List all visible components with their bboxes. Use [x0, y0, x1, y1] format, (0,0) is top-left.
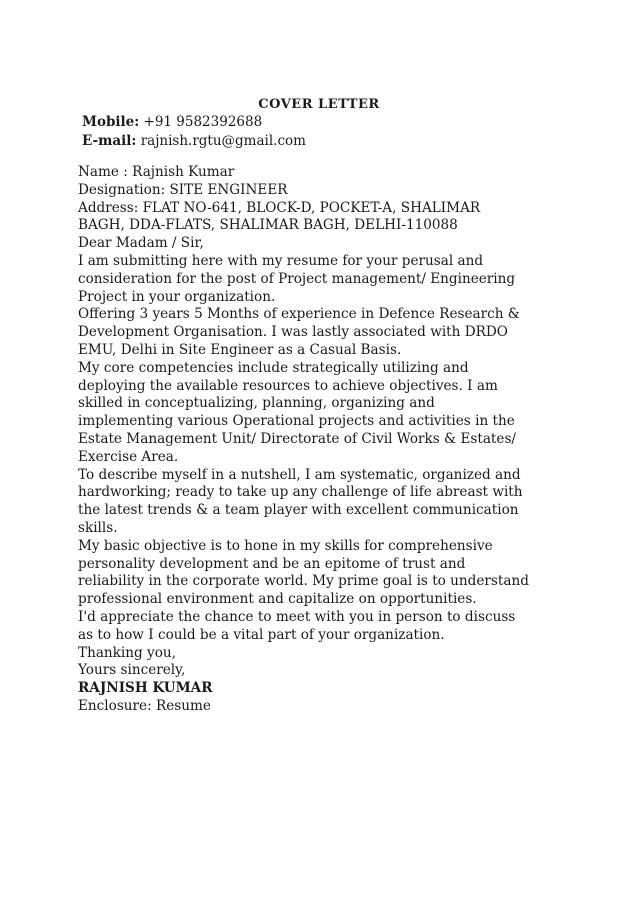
letter-line: skills. — [78, 519, 118, 536]
letter-line: Estate Management Unit/ Directorate of Civil Works & Estates/ — [78, 430, 516, 447]
mobile-value: +91 9582392688 — [139, 114, 263, 130]
letter-line: Name : Rajnish Kumar — [78, 164, 235, 180]
contact-block — [82, 113, 562, 150]
letter-line: I'd appreciate the chance to meet with you in person to discuss — [78, 608, 516, 625]
letter-line: To describe myself in a nutshell, I am systematic, organized and — [78, 466, 521, 483]
enclosure-line: Enclosure: Resume — [78, 697, 211, 714]
letter-line: deploying the available resources to achieve objectives. I am — [78, 377, 498, 394]
letter-line: Offering 3 years 5 Months of experience in Defence Research & — [78, 306, 520, 323]
mobile-label: Mobile: — [82, 114, 140, 130]
letter-line: Thanking you, — [78, 644, 176, 661]
letter-line: Exercise Area. — [78, 448, 179, 465]
letter-line: Designation: SITE ENGINEER — [78, 181, 288, 198]
letter-line: skilled in conceptualizing, planning, organizing and — [78, 395, 435, 412]
mobile-row — [82, 113, 562, 132]
letter-line: EMU, Delhi in Site Engineer as a Casual Basis. — [78, 341, 402, 358]
letter-line: Address: FLAT NO-641, BLOCK-D, POCKET-A, SHALIMAR — [78, 199, 481, 216]
letter-line: consideration for the post of Project management/ Engineering — [78, 270, 516, 287]
letter-line: the latest trends & a team player with excellent communication — [78, 502, 519, 519]
letter-body — [78, 164, 558, 716]
email-label: E-mail: — [82, 132, 137, 149]
letter-line: hardworking; ready to take up any challenge of life abreast with — [78, 484, 523, 501]
email-value: rajnish.rgtu@gmail.com — [136, 132, 306, 149]
letter-line: reliability in the corporate world. My prime goal is to understand — [78, 573, 529, 590]
letter-line: I am submitting here with my resume for your perusal and — [78, 252, 484, 269]
page-title: COVER LETTER — [258, 97, 380, 112]
letter-line: My core competencies include strategically utilizing and — [78, 359, 469, 376]
letter-line: personality development and be an epitome of trust and — [78, 555, 466, 572]
letter-line: implementing various Operational projects and activities in the — [78, 413, 515, 430]
letter-line: as to how I could be a vital part of your organization. — [78, 626, 445, 643]
letter-line: Project in your organization. — [78, 288, 276, 305]
letter-line: professional environment and capitalize on opportunities. — [78, 591, 477, 608]
letter-line: Yours sincerely, — [78, 662, 186, 679]
letter-line: Development Organisation. I was lastly associated with DRDO — [78, 324, 508, 341]
letter-line: My basic objective is to hone in my skills for comprehensive — [78, 537, 493, 554]
email-row — [82, 132, 562, 151]
signature-name: RAJNISH KUMAR — [78, 680, 213, 697]
letter-line: BAGH, DDA-FLATS, SHALIMAR BAGH, DELHI-110088 — [78, 217, 458, 234]
letter-line: Dear Madam / Sir, — [78, 235, 204, 252]
